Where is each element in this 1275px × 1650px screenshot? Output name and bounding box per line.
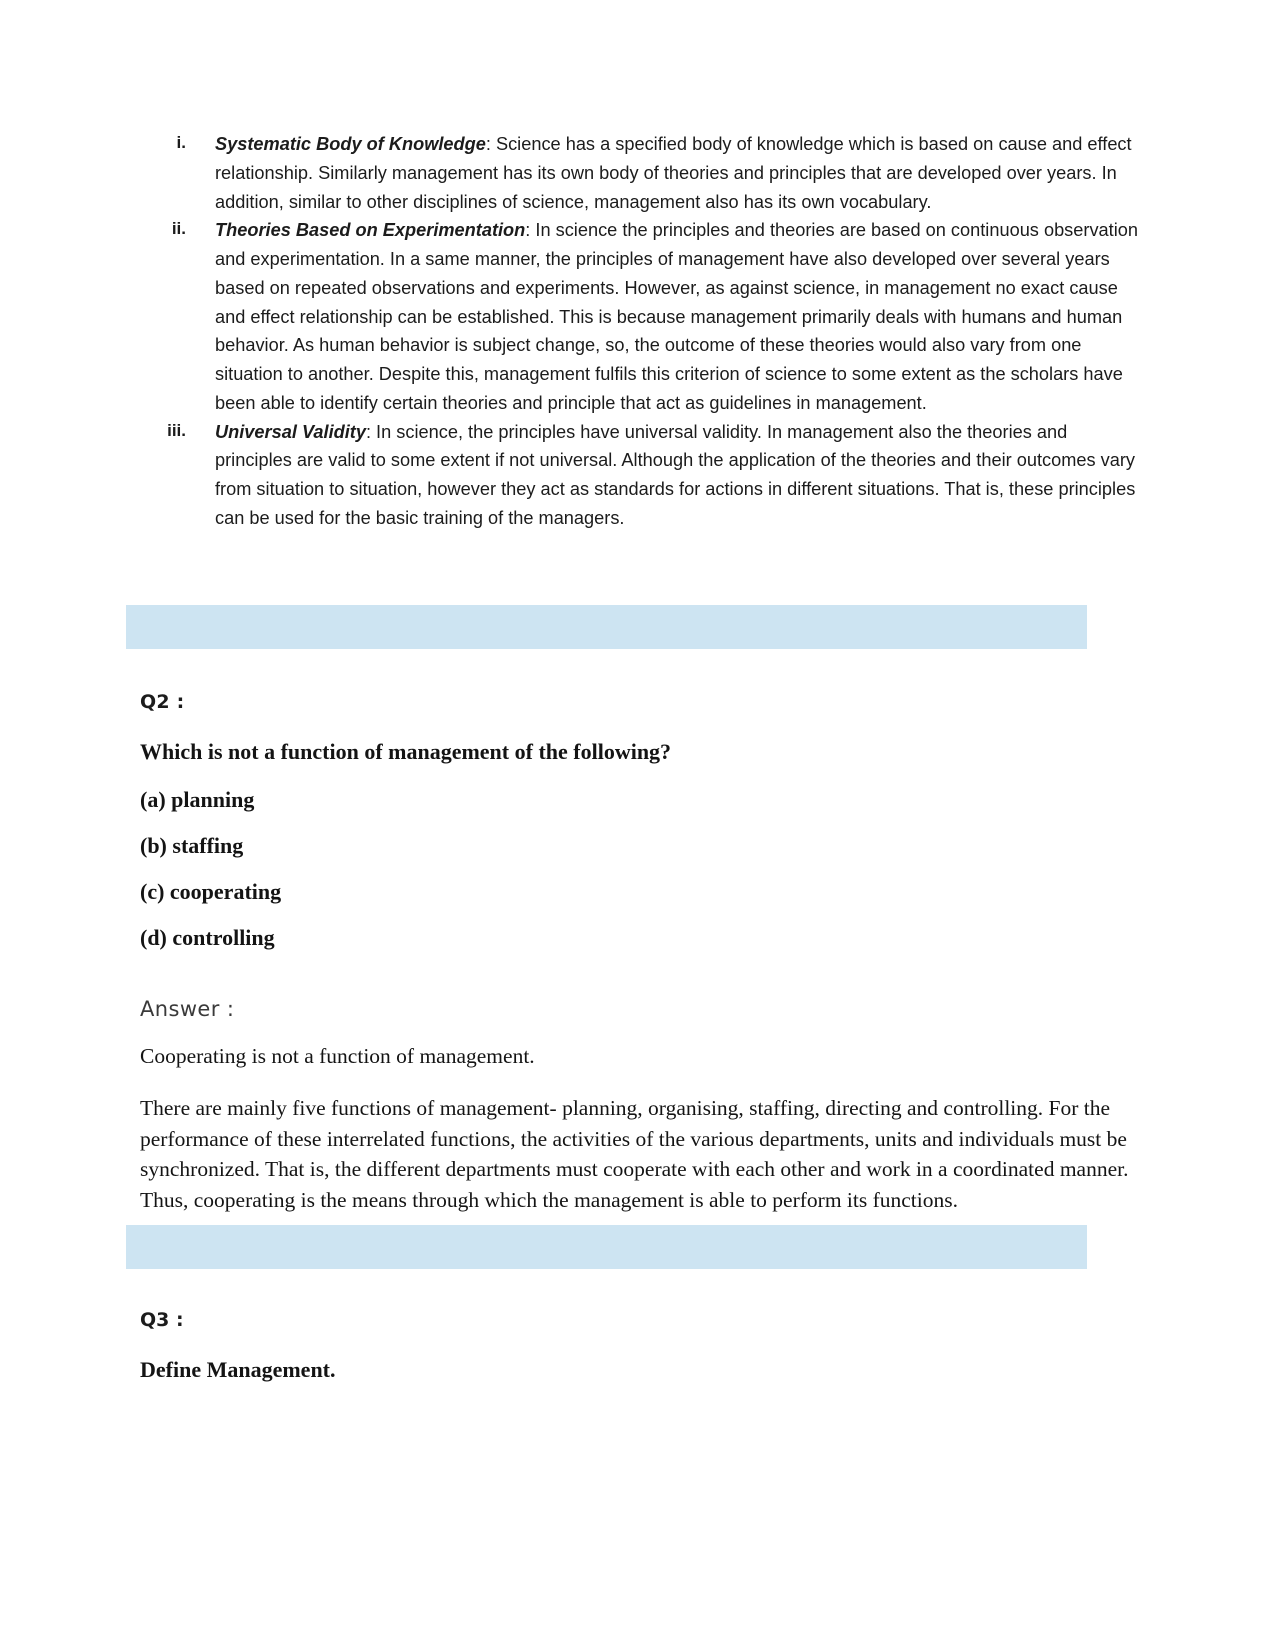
- answer-paragraph: There are mainly five functions of management- planning, organising, staffing, directing and controlling. For the performance of these interrelated functions, the activities of the various departments, units and individuals must be synchronized. That is, the different departments must cooperate with each other and work in a coordinated manner. Thus, cooperating is the means through which the management is able to perform its functions.: [140, 1096, 1129, 1212]
- question-text-q3: Define Management.: [140, 1357, 336, 1383]
- list-item-body: : Science has a specified body of knowledge which is based on cause and effect relationship. Similarly management has its own body of theories and principles that are developed over years. In addition, similar to other disciplines of science, management also has its own vocabulary.: [215, 134, 1132, 212]
- list-item-marker: ii.: [171, 219, 186, 239]
- list-item-marker: iii.: [167, 420, 186, 440]
- question-text-q2: Which is not a function of management of the following?: [140, 738, 672, 764]
- list-item-term: Systematic Body of Knowledge: [215, 134, 486, 154]
- option-a: (a) planning: [140, 786, 255, 812]
- spacer: [128, 533, 1147, 605]
- option-b: (b) staffing: [140, 832, 244, 858]
- list-item: [128, 216, 1147, 417]
- list-item-term: Universal Validity: [215, 421, 366, 442]
- question-label-q2: Q2 :: [140, 690, 185, 713]
- list-item: [128, 130, 1147, 216]
- list-item: [128, 418, 1147, 533]
- question-label-q3: Q3 :: [140, 1309, 184, 1332]
- list-item-body: : In science the principles and theories are based on continuous observation and experimentation. In a same manner, the principles of management have also developed over several years based on repeated observations and experiments. However, as against science, in management no exact cause and effect relationship can be established. This is because management primarily deals with humans and human behavior. As human behavior is subject change, so, the outcome of these theories would also vary from one situation to another. Despite this, management fulfils this criterion of science to some extent as the scholars have been able to identify certain theories and principle that act as guidelines in management.: [215, 220, 1138, 413]
- section-separator-bar-1: [126, 605, 1087, 649]
- list-item-term: Theories Based on Experimentation: [215, 220, 526, 241]
- roman-numeral-list: [128, 130, 1147, 533]
- list-item-marker: i.: [176, 133, 186, 152]
- spacer: [128, 649, 1147, 691]
- section-separator-bar-2: [126, 1225, 1087, 1269]
- answer-paragraph: Cooperating is not a function of management.: [140, 1043, 535, 1068]
- list-item-body: : In science, the principles have universal validity. In management also the theories and principles are valid to some extent if not universal. Although the application of the theories and their outcomes vary from situation to situation, however they act as standards for actions in different situations. That is, these principles can be used for the basic training of the managers.: [215, 421, 1136, 528]
- option-c: (c) cooperating: [140, 878, 282, 904]
- option-d: (d) controlling: [140, 924, 275, 950]
- answer-label: Answer :: [140, 996, 235, 1021]
